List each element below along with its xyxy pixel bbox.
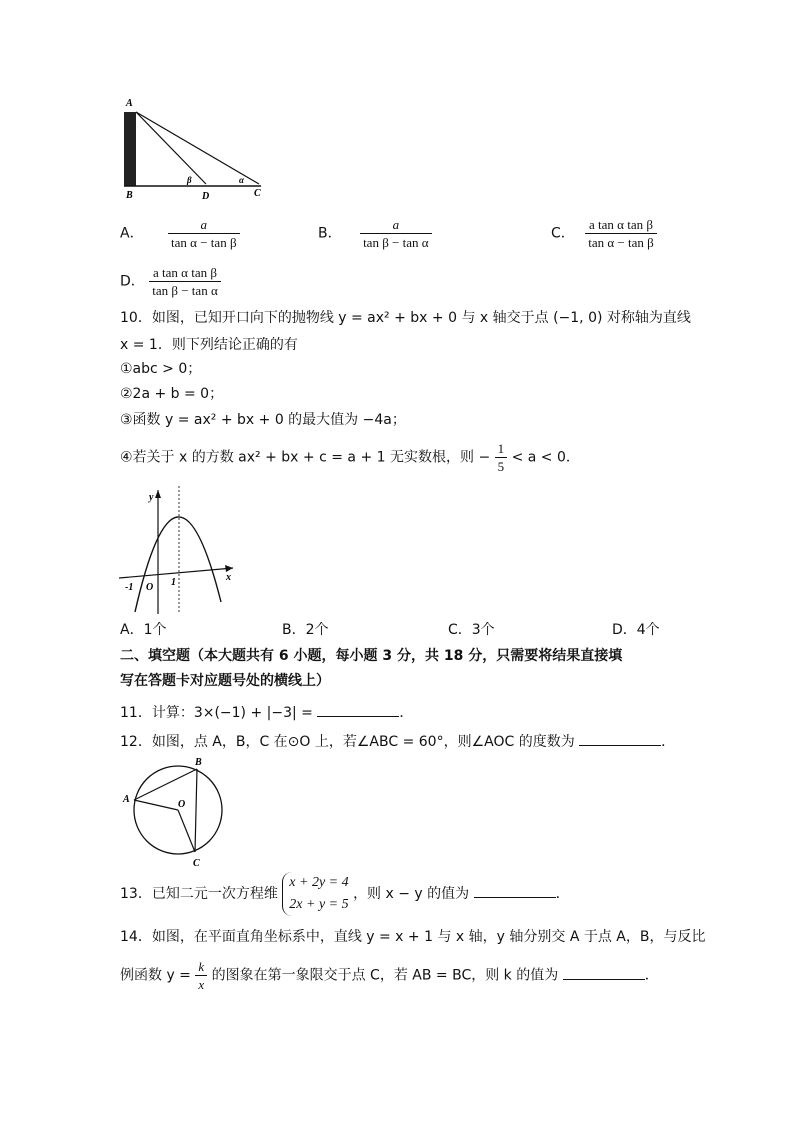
q13: 13．已知二元一次方程维 x + 2y = 4 2x + y = 5 ，则 x − y 的值为 ． xyxy=(120,872,570,916)
q10-option-B: B．2个 xyxy=(282,622,329,638)
section2-heading-line1: 二、填空题（本大题共有 6 小题，每小题 3 分，共 18 分，只需要将结果直接填 xyxy=(120,648,623,664)
q10-line2: x = 1．则下列结论正确的有 xyxy=(120,337,298,353)
label-x: x xyxy=(226,572,231,583)
q11-answer-blank[interactable] xyxy=(317,702,399,717)
q10-option-D: D．4个 xyxy=(612,622,660,638)
label-alpha: α xyxy=(239,175,244,185)
label-y: y xyxy=(149,492,154,503)
label-A: A xyxy=(126,98,133,109)
section2-heading-line2: 写在答题卡对应题号处的横线上） xyxy=(120,673,330,689)
q9-option-D: D． $\frac{\text{a tan α tan β}}{\text{tan β − tan α}}$ xyxy=(120,264,221,299)
q9-option-A: A． $\frac{a}{\text{tan α − tan β}}$ xyxy=(120,216,240,251)
q10-option-C: C．3个 xyxy=(448,622,495,638)
q14-line1: 14．如图，在平面直角坐标系中，直线 y = x + 1 与 x 轴，y 轴分别交 A 于点 A，B，与反比 xyxy=(120,929,706,945)
q13-equation-system: x + 2y = 4 2x + y = 5 xyxy=(282,872,348,916)
q10-statement-3: ③函数 y = ax² + bx + 0 的最大值为 −4a； xyxy=(120,412,406,428)
label-one: 1 xyxy=(171,577,176,588)
q10-option-A: A．1个 xyxy=(120,622,167,638)
label-D: D xyxy=(202,191,210,202)
q14-line2: 例函数 y = $\frac{k}{x}$ 的图象在第一象限交于点 C，若 AB = BC，则 k 的值为 ． xyxy=(120,959,659,992)
q9-triangle-figure xyxy=(115,92,275,202)
q10-line1: 10．如图，已知开口向下的抛物线 y = ax² + bx + 0 与 x 轴交于点 (−1, 0) 对称轴为直线 xyxy=(120,310,691,326)
label-origin: O xyxy=(146,582,154,593)
label-O: O xyxy=(178,799,186,810)
q10-statement-2: ②2a + b = 0； xyxy=(120,386,224,402)
q14-answer-blank[interactable] xyxy=(563,965,645,980)
label-C: C xyxy=(193,858,200,869)
q9-option-C: C． $\frac{\text{a tan α tan β}}{\text{tan α − tan β}}$ xyxy=(551,216,657,251)
parabola-curve xyxy=(135,517,221,612)
label-B: B xyxy=(126,190,133,201)
x-axis xyxy=(119,568,233,578)
q10-parabola-graph xyxy=(115,482,245,617)
label-neg1: -1 xyxy=(125,582,134,593)
q12-circle-figure xyxy=(115,752,235,872)
q11: 11．计算：3×(−1) + |−3| = ． xyxy=(120,702,413,723)
label-beta: β xyxy=(187,175,192,185)
label-B: B xyxy=(195,757,202,768)
label-A: A xyxy=(123,794,130,805)
q10-statement-1: ①abc > 0； xyxy=(120,361,202,377)
label-C: C xyxy=(254,188,261,199)
q10-statement-4: ④若关于 x 的方数 ax² + bx + c = a + 1 无实数根，则 − $\frac{1}{5}$ < a < 0． xyxy=(120,441,580,474)
tower-shape xyxy=(124,112,136,186)
q12: 12．如图，点 A，B，C 在⊙O 上，若∠ABC = 60°，则∠AOC 的度数为 ． xyxy=(120,731,675,752)
q13-answer-blank[interactable] xyxy=(474,883,556,898)
q12-answer-blank[interactable] xyxy=(579,731,661,746)
q9-option-B: B． $\frac{a}{\text{tan β − tan α}}$ xyxy=(318,216,432,251)
